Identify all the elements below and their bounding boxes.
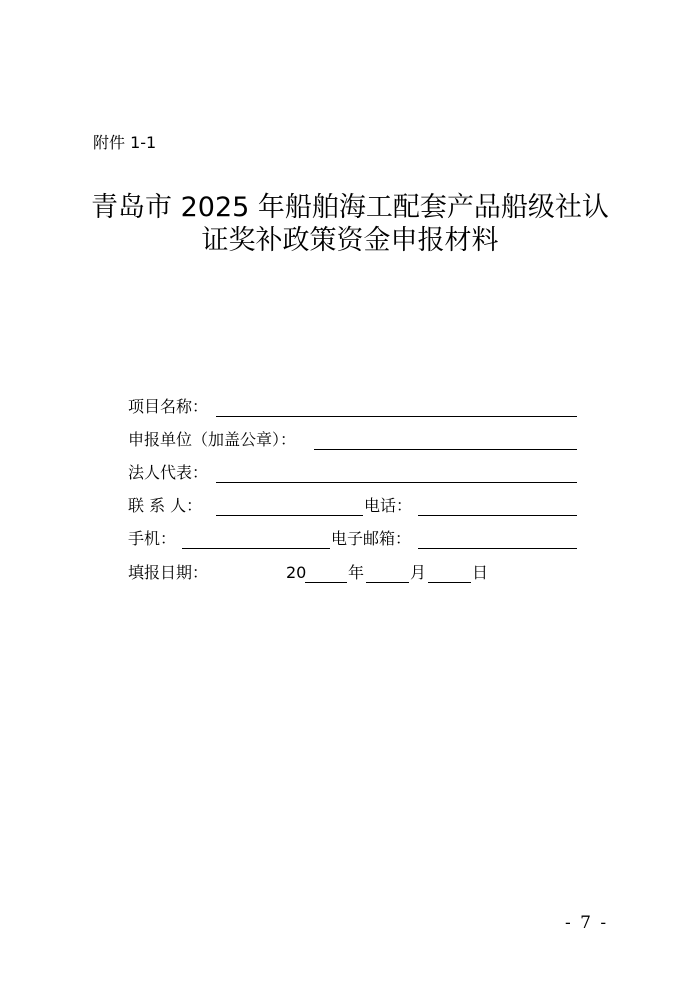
document-title-line-2: 证奖补政策资金申报材料 [201, 225, 499, 256]
year-label: 年 [348, 563, 365, 582]
date-prefix: 20 [286, 563, 307, 582]
form-row-fill-date [128, 561, 578, 585]
contact-field[interactable] [216, 515, 363, 516]
project-name-label: 项目名称： [128, 397, 209, 416]
contact-label: 联 系 人： [128, 496, 203, 515]
day-label: 日 [472, 563, 489, 582]
fill-date-label: 填报日期： [128, 563, 209, 582]
day-field[interactable] [428, 582, 471, 583]
form-row-legal-representative [128, 461, 578, 485]
page-number: - 7 - [565, 913, 609, 933]
legal-rep-label: 法人代表： [128, 463, 209, 482]
form-row-applicant-unit [128, 428, 578, 452]
phone-label: 电话： [364, 496, 413, 515]
document-title-line-1: 青岛市 2025 年船舶海工配套产品船级社认 [91, 192, 609, 223]
attachment-label: 附件 1-1 [93, 133, 157, 152]
phone-field[interactable] [418, 515, 577, 516]
form-row-contact [128, 494, 578, 518]
project-name-field[interactable] [216, 416, 577, 417]
year-field[interactable] [305, 582, 347, 583]
mobile-label: 手机： [128, 529, 177, 548]
legal-rep-field[interactable] [216, 482, 577, 483]
month-label: 月 [410, 563, 427, 582]
email-label: 电子邮箱： [331, 529, 412, 548]
email-field[interactable] [418, 548, 577, 549]
form-row-mobile-email [128, 527, 578, 551]
month-field[interactable] [366, 582, 409, 583]
applicant-unit-label: 申报单位（加盖公章）： [128, 430, 297, 449]
mobile-field[interactable] [182, 548, 330, 549]
applicant-unit-field[interactable] [314, 449, 577, 450]
form-row-project-name [128, 395, 578, 419]
